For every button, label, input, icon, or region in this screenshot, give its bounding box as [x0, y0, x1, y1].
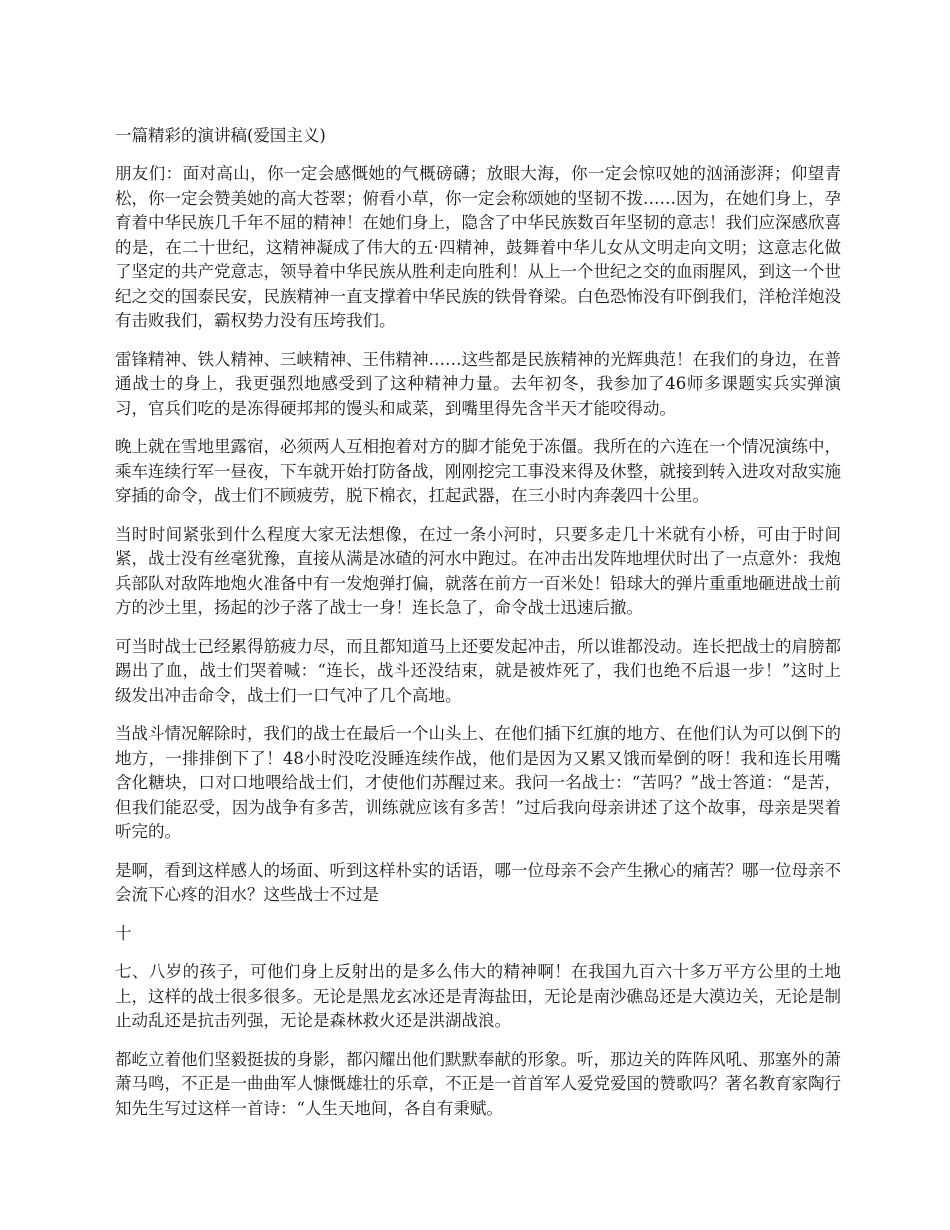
paragraph-3: 晚上就在雪地里露宿，必须两人互相抱着对方的脚才能免于冻僵。我所在的六连在一个情况演练中，乘车连续行军一昼夜，下车就开始打防备战，刚刚挖完工事没来得及休整，就接到转入进攻对敌实施穿插的命令，战士们不顾疲劳，脱下棉衣，扛起武器，在三小时内奔袭四十公里。: [115, 437, 841, 505]
paragraph-8: 十: [115, 923, 132, 943]
paragraph-6: 当战斗情况解除时，我们的战士在最后一个山头上、在他们插下红旗的地方、在他们认为可以倒下的地方，一排排倒下了！48小时没吃没睡连续作战，他们是因为又累又饿而晕倒的呀！我和连长用嘴含化糖块，口对口地喂给战士们，才使他们苏醒过来。我问一名战士：“苦吗？”战士答道：“是苦，但我们能忍受，因为战争有多苦，训练就应该有多苦！”过后我向母亲讲述了这个故事，母亲是哭着听完的。: [115, 724, 841, 841]
paragraph-7: 是啊，看到这样感人的场面、听到这样朴实的话语，哪一位母亲不会产生揪心的痛苦？哪一位母亲不会流下心疼的泪水？这些战士不过是: [115, 860, 841, 904]
paragraph-4: 当时时间紧张到什么程度大家无法想像，在过一条小河时，只要多走几十米就有小桥，可由于时间紧，战士没有丝毫犹豫，直接从满是冰碴的河水中跑过。在冲击出发阵地埋伏时出了一点意外：我炮兵部队对敌阵地炮火准备中有一发炮弹打偏，就落在前方一百米处！铅球大的弹片重重地砸进战士前方的沙土里，扬起的沙子落了战士一身！连长急了，命令战士迅速后撤。: [115, 524, 841, 617]
paragraph-2: 雷锋精神、铁人精神、三峡精神、王伟精神……这些都是民族精神的光辉典范！在我们的身边，在普通战士的身上，我更强烈地感受到了这种精神力量。去年初冬，我参加了46师多课题实兵实弹演习，官兵们吃的是冻得硬邦邦的馒头和咸菜，到嘴里得先含半天才能咬得动。: [115, 349, 841, 418]
document-title: 一篇精彩的演讲稿(爱国主义): [115, 126, 326, 145]
paragraph-9: 七、八岁的孩子，可他们身上反射出的是多么伟大的精神啊！在我国九百六十多万平方公里的土地上，这样的战士很多很多。无论是黑龙玄冰还是青海盐田，无论是南沙礁岛还是大漠边关，无论是制止动乱还是抗击列强，无论是森林救火还是洪湖战浪。: [115, 962, 841, 1030]
paragraph-1: 朋友们：面对高山，你一定会感慨她的气概磅礴；放眼大海，你一定会惊叹她的汹涌澎湃；仰望青松，你一定会赞美她的高大苍翠；俯看小草，你一定会称颂她的坚韧不拨……因为，在她们身上，孕育着中华民族几千年不屈的精神！在她们身上，隐含了中华民族数百年坚韧的意志！我们应深感欣喜的是，在二十世纪，这精神凝成了伟大的五·四精神，鼓舞着中华儿女从文明走向文明；这意志化做了坚定的共产党意志，领导着中华民族从胜利走向胜利！从上一个世纪之交的血雨腥风，到这一个世纪之交的国泰民安，民族精神一直支撑着中华民族的铁骨脊梁。白色恐怖没有吓倒我们，洋枪洋炮没有击败我们，霸权势力没有压垮我们。: [115, 164, 841, 330]
paragraph-5: 可当时战士已经累得筋疲力尽，而且都知道马上还要发起冲击，所以谁都没动。连长把战士的肩膀都踢出了血，战士们哭着喊：“连长，战斗还没结束，就是被炸死了，我们也绝不后退一步！”这时上级发出冲击命令，战士们一口气冲了几个高地。: [115, 636, 841, 705]
paragraph-10: 都屹立着他们坚毅挺拔的身影，都闪耀出他们默默奉献的形象。听，那边关的阵阵风吼、那塞外的萧萧马鸣，不正是一曲曲军人慷慨雄壮的乐章，不正是一首首军人爱党爱国的赞歌吗？著名教育家陶行知先生写过这样一首诗：“人生天地间，各自有秉赋。: [115, 1049, 841, 1118]
document-page: [115, 124, 841, 1135]
